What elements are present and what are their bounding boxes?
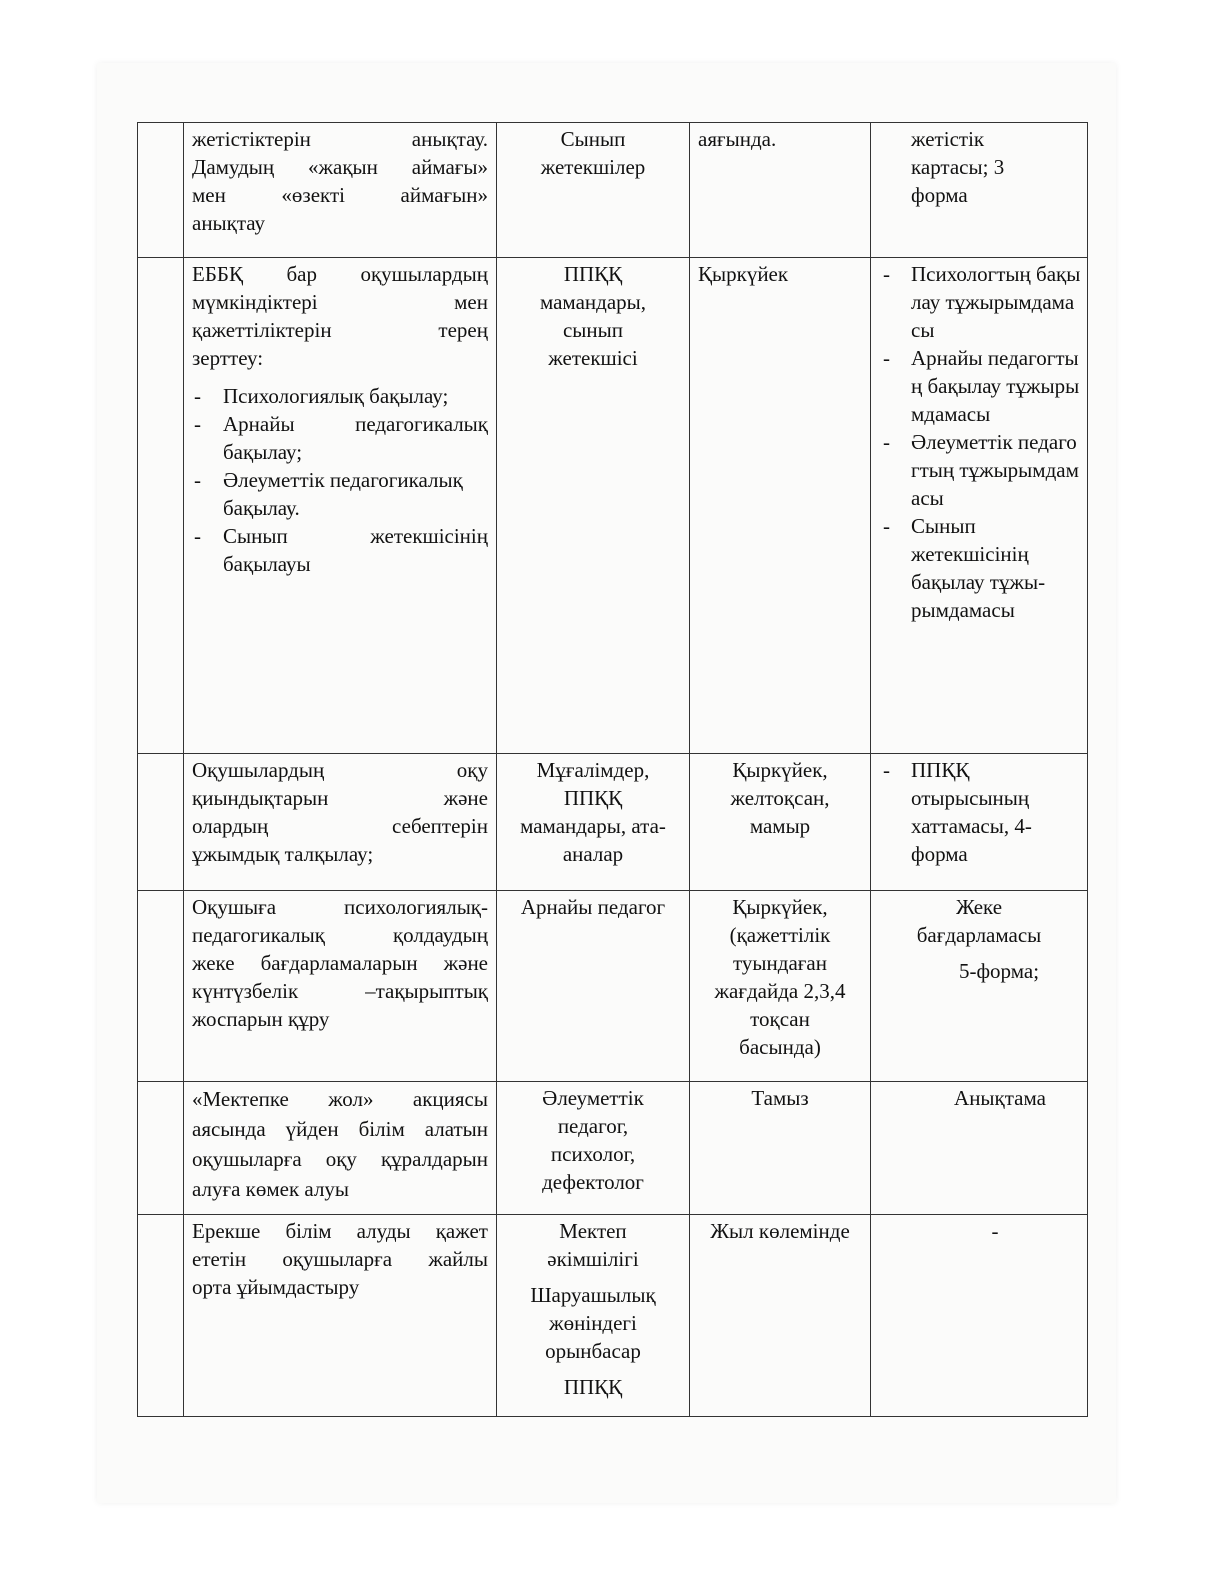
list-item: - Сынып жетекшісінің бақылауы: [192, 522, 488, 578]
row-number-cell: [138, 123, 184, 258]
deadline-cell: Қыркүйек, желтоқсан, мамыр: [690, 754, 871, 891]
responsible-cell: Әлеуметтік педагог, психолог, дефектолог: [497, 1082, 690, 1215]
row-number-cell: [138, 754, 184, 891]
result-cell: Анықтама: [871, 1082, 1088, 1215]
result-list: [879, 756, 1079, 868]
table-row: [138, 1082, 1088, 1215]
deadline-cell: Жыл көлемінде: [690, 1215, 871, 1417]
row-number-cell: [138, 891, 184, 1082]
list-item: - Сынып жетекшісінің бақылау тұжы-рымдамасы: [879, 512, 1081, 624]
responsible-cell: ППҚҚ мамандары, сынып жетекшісі: [497, 258, 690, 754]
list-item: - Әлеуметтік педагогтың тұжырымдамасы: [879, 428, 1081, 512]
responsible-cell: Сынып жетекшілер: [497, 123, 690, 258]
deadline-cell: Тамыз: [690, 1082, 871, 1215]
row-number-cell: [138, 1215, 184, 1417]
task-cell: Ерекше білім алуды қажет ететін оқушыларға жайлы орта ұйымдастыру: [184, 1215, 497, 1417]
deadline-cell: Қыркүйек: [690, 258, 871, 754]
table-row: [138, 258, 1088, 754]
list-item: - Арнайы педагогтың бақылау тұжырымдамасы: [879, 344, 1081, 428]
result-list: [879, 260, 1081, 624]
result-cell: [871, 754, 1088, 891]
deadline-cell: аяғында.: [690, 123, 871, 258]
task-cell: ЕББҚ бар оқушылардың мүмкіндіктері мен қажеттіліктерін терең зерттеу: - Психологиялық бақылау; - Арнайы педагогикалық бақылау; - Әлеуметтік педагогикалық бақылау. - Сынып жетекшісінің бақылауы: [184, 258, 497, 754]
result-cell: [871, 258, 1088, 754]
list-item: - Арнайы педагогикалық бақылау;: [192, 410, 488, 466]
responsible-cell: Мектеп әкімшілігі Шаруашылық жөніндегі орынбасар ППҚҚ: [497, 1215, 690, 1417]
list-item: - Психологиялық бақылау;: [192, 382, 488, 410]
deadline-cell: Қыркүйек, (қажеттілік туындаған жағдайда 2,3,4 тоқсан басында): [690, 891, 871, 1082]
row-number-cell: [138, 258, 184, 754]
responsible-cell: Арнайы педагог: [497, 891, 690, 1082]
task-cell: «Мектепке жол» акциясы аясында үйден білім алатын оқушыларға оқу құралдарын алуға көмек алуы: [184, 1082, 497, 1215]
observation-list: [192, 382, 488, 578]
responsible-cell: Мұғалімдер, ППҚҚ мамандары, ата- аналар: [497, 754, 690, 891]
row-number-cell: [138, 1082, 184, 1215]
list-item: - ППҚҚ отырысының хаттамасы, 4-форма: [879, 756, 1079, 868]
list-item: - Әлеуметтік педагогикалық бақылау.: [192, 466, 488, 522]
plan-table: [137, 122, 1088, 1417]
table-row: [138, 123, 1088, 258]
table-row: [138, 1215, 1088, 1417]
task-cell: Оқушылардың оқу қиындықтарын және олардың себептерін ұжымдық талқылау;: [184, 754, 497, 891]
table-row: [138, 891, 1088, 1082]
result-cell: -: [871, 1215, 1088, 1417]
list-item: - Психологтың бақылау тұжырымдамасы: [879, 260, 1081, 344]
task-cell: Оқушыға психологиялық- педагогикалық қолдаудың жеке бағдарламаларын және күнтүзбелік –тақырыптық жоспарын құру: [184, 891, 497, 1082]
task-cell: жетістіктерін анықтау. Дамудың «жақын аймағы» мен «өзекті аймағын» анықтау: [184, 123, 497, 258]
result-cell: жетістік картасы; 3 форма: [871, 123, 1088, 258]
result-cell: Жеке бағдарламасы 5-форма;: [871, 891, 1088, 1082]
table-row: [138, 754, 1088, 891]
